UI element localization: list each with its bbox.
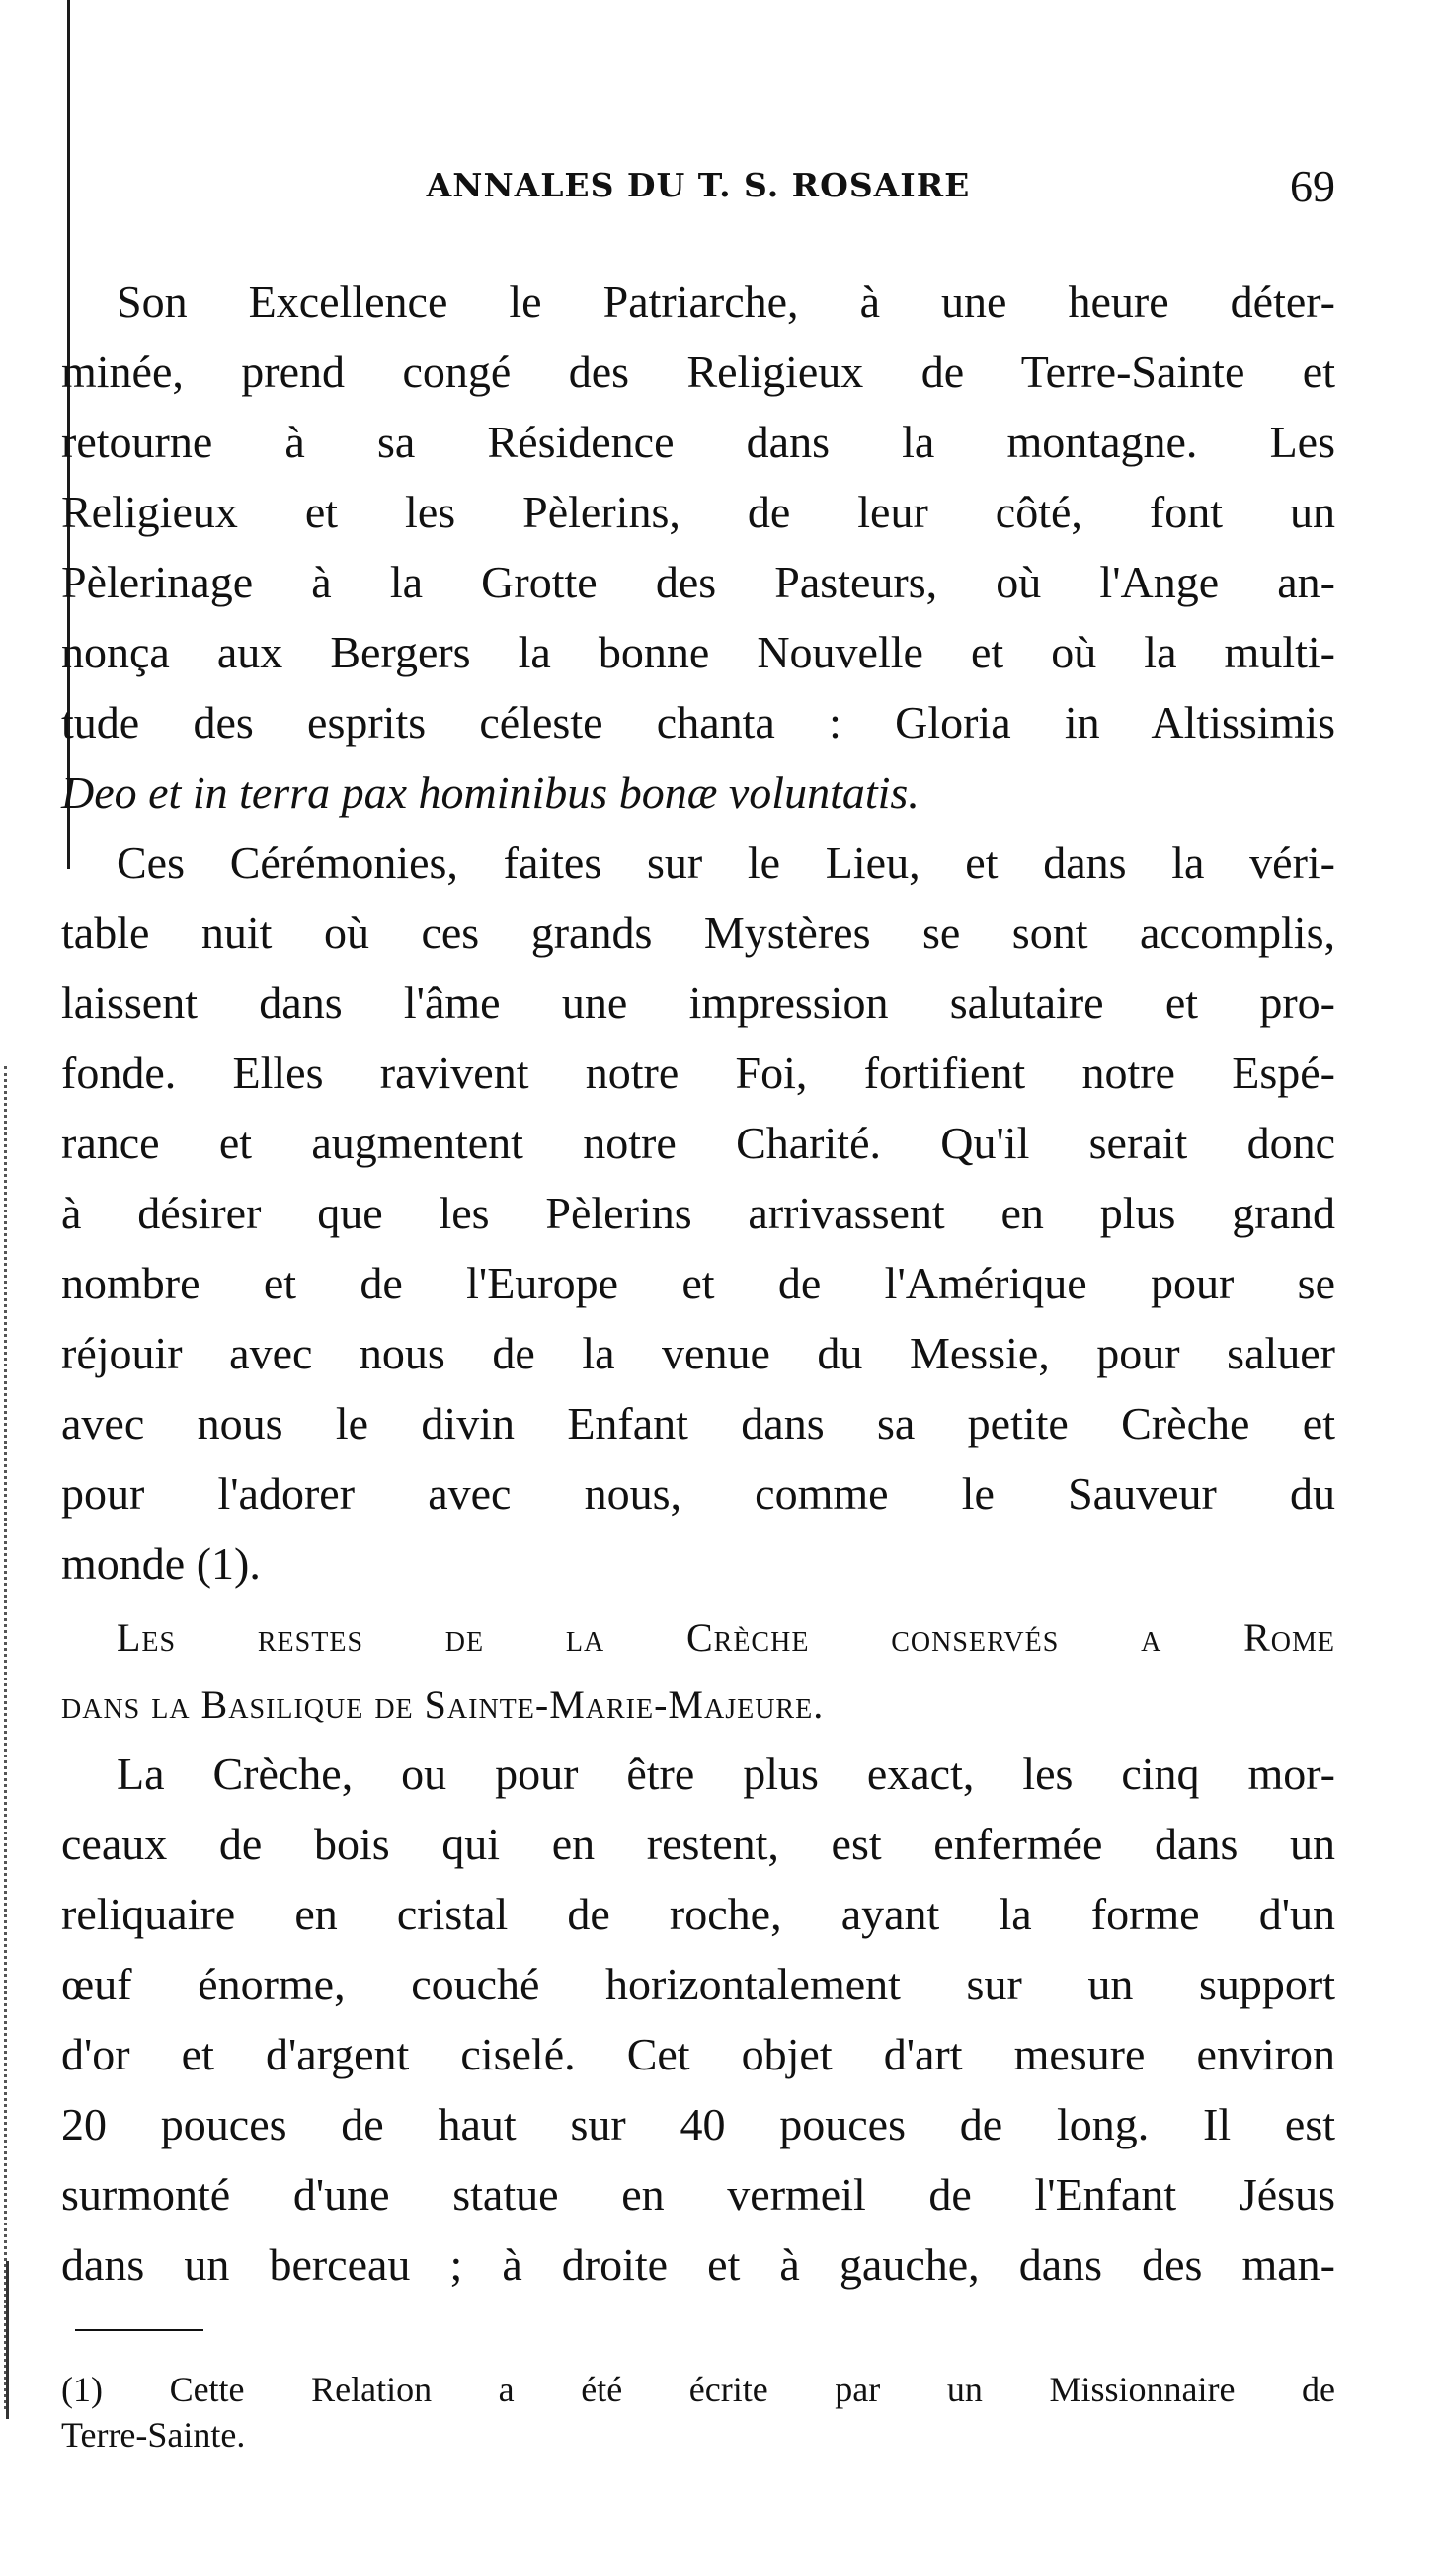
paragraph-line: 20 pouces de haut sur 40 pouces de long. Il est (61, 2099, 1335, 2149)
section-heading-line: Les restes de la Crèche conservés a Rome (117, 1615, 1335, 1660)
paragraph-line: nombre et de l'Europe et de l'Amérique pour se (61, 1258, 1335, 1308)
footnote-line: Terre-Sainte. (61, 2415, 246, 2455)
paragraph-line: œuf énorme, couché horizontalement sur un support (61, 1959, 1335, 2009)
paragraph-line: tude des esprits céleste chanta : Gloria in Altissimis (61, 697, 1335, 747)
footnote-rule (75, 2329, 203, 2331)
paragraph-line: monde (1). (61, 1538, 261, 1589)
paragraph-line: table nuit où ces grands Mystères se sont accomplis, (61, 907, 1335, 958)
binding-edge-dots (4, 1066, 13, 2409)
paragraph-line: ceaux de bois qui en restent, est enfermée dans un (61, 1819, 1335, 1869)
paragraph-line: avec nous le divin Enfant dans sa petite Crèche et (61, 1398, 1335, 1448)
binding-edge-bar (6, 2261, 9, 2419)
paragraph-line: La Crèche, ou pour être plus exact, les cinq mor- (117, 1749, 1335, 1799)
paragraph-line: reliquaire en cristal de roche, ayant la forme d'un (61, 1889, 1335, 1939)
paragraph-line: Son Excellence le Patriarche, à une heure déter- (117, 276, 1335, 327)
paragraph-line: laissent dans l'âme une impression salutaire et pro- (61, 977, 1335, 1028)
paragraph-line: pour l'adorer avec nous, comme le Sauveur du (61, 1468, 1335, 1519)
footnote (61, 2367, 1335, 2458)
section-heading (61, 1604, 1335, 1739)
paragraph-line: Religieux et les Pèlerins, de leur côté, font un (61, 487, 1335, 537)
paragraph-line: retourne à sa Résidence dans la montagne. Les (61, 417, 1335, 467)
paragraph-1 (61, 267, 1335, 827)
book-page (61, 0, 1335, 2458)
paragraph-line: Pèlerinage à la Grotte des Pasteurs, où l'Ange an- (61, 557, 1335, 607)
running-head (61, 161, 1335, 225)
paragraph-line: minée, prend congé des Religieux de Terre-Sainte et (61, 347, 1335, 397)
paragraph-2 (61, 827, 1335, 1599)
page-number: 69 (1290, 161, 1335, 211)
paragraph-line: Deo et in terra pax hominibus bonæ voluntatis. (61, 767, 920, 818)
paragraph-line: d'or et d'argent ciselé. Cet objet d'art mesure environ (61, 2029, 1335, 2079)
paragraph-line: réjouir avec nous de la venue du Messie, pour saluer (61, 1328, 1335, 1378)
running-head-title: ANNALES DU T. S. ROSAIRE (426, 166, 971, 204)
paragraph-line: fonde. Elles ravivent notre Foi, fortifient notre Espé- (61, 1048, 1335, 1098)
paragraph-3 (61, 1739, 1335, 2300)
paragraph-line: surmonté d'une statue en vermeil de l'Enfant Jésus (61, 2169, 1335, 2220)
paragraph-line: dans un berceau ; à droite et à gauche, dans des man- (61, 2239, 1335, 2290)
paragraph-line: rance et augmentent notre Charité. Qu'il serait donc (61, 1118, 1335, 1168)
paragraph-line: Ces Cérémonies, faites sur le Lieu, et dans la véri- (117, 837, 1335, 888)
paragraph-line: nonça aux Bergers la bonne Nouvelle et où la multi- (61, 627, 1335, 677)
footnote-line: (1) Cette Relation a été écrite par un Missionnaire de (61, 2370, 1335, 2409)
paragraph-line: à désirer que les Pèlerins arrivassent en plus grand (61, 1188, 1335, 1238)
section-heading-line: dans la Basilique de Sainte-Marie-Majeure. (61, 1682, 825, 1727)
